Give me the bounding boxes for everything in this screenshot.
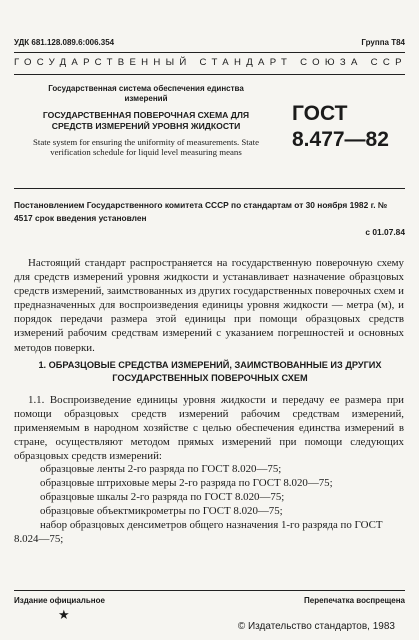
- banner-rule: [14, 74, 405, 75]
- section-heading: 1. ОБРАЗЦОВЫЕ СРЕДСТВА ИЗМЕРЕНИЙ, ЗАИМСТВОВАННЫЕ ИЗ ДРУГИХ ГОСУДАРСТВЕННЫХ ПОВЕРОЧНЫХ СХЕМ: [38, 360, 382, 383]
- footer-rule: [14, 590, 405, 591]
- standard-title: ГОСУДАРСТВЕННАЯ ПОВЕРОЧНАЯ СХЕМА ДЛЯ СРЕДСТВ ИЗМЕРЕНИЙ УРОВНЯ ЖИДКОСТИ: [42, 110, 250, 131]
- system-name: Государственная система обеспечения единства измерений: [48, 84, 244, 103]
- top-rule: [14, 52, 405, 53]
- list-item: образцовые ленты 2-го разряда по ГОСТ 8.020—75;: [40, 463, 282, 475]
- effective-date: с 01.07.84: [365, 227, 405, 237]
- title-rule: [14, 188, 405, 189]
- gost-number: 8.477—82: [292, 128, 389, 151]
- group-code: Группа Т84: [361, 38, 405, 47]
- paragraph-1-1: 1.1. Воспроизведение единицы уровня жидкости и передачу ее размера при помощи образцовых средств измерений рабочим средствам измерений, применяемым в народном хозяйстве с целью обеспечения единства измерений в стране, осуществляют методом прямых измерений при помощи следующих образцовых средств измерений:: [14, 394, 404, 463]
- intro-paragraph: Настоящий стандарт распространяется на государственную поверочную схему для средств измерений уровня жидкости и устанавливает назначение образцовых средств измерений, заимствованных из других государственных поверочных схем и предназначенных для воспроизведения единицы уровня жидкости — метра (м), и порядок передачи размера этой единицы при помощи образцовых средств измерений рабочим средствам измерений с указанием погрешностей и основных методов поверки.: [14, 257, 404, 354]
- reprint-notice: Перепечатка воспрещена: [304, 596, 405, 605]
- list-item: набор образцовых денсиметров общего назначения 1-го разряда по ГОСТ 8.024—75;: [14, 519, 383, 546]
- state-standard-banner: ГОСУДАРСТВЕННЫЙ СТАНДАРТ СОЮЗА ССР: [14, 57, 407, 68]
- instrument-list: [14, 462, 404, 547]
- publisher-line: © Издательство стандартов, 1983: [237, 621, 395, 632]
- official-edition: Издание официальное: [14, 596, 105, 605]
- list-item: образцовые объектмикрометры по ГОСТ 8.020—75;: [40, 505, 283, 518]
- gost-label: ГОСТ: [292, 102, 348, 125]
- english-title: State system for ensuring the uniformity of measurements. State verification schedule for liquid level measuring means: [33, 137, 259, 157]
- gost-designation: [292, 101, 404, 153]
- list-item: образцовые шкалы 2-го разряда по ГОСТ 8.020—75;: [40, 491, 285, 504]
- list-item: образцовые штриховые меры 2-го разряда по ГОСТ 8.020—75;: [40, 477, 333, 490]
- decree-text: Постановлением Государственного комитета СССР по стандартам от 30 ноября 1982 г. № 4517 срок введения установлен: [14, 200, 388, 223]
- star-icon: ★: [58, 607, 70, 622]
- title-block: [26, 84, 266, 157]
- udk-code: УДК 681.128.089.6:006.354: [14, 38, 115, 47]
